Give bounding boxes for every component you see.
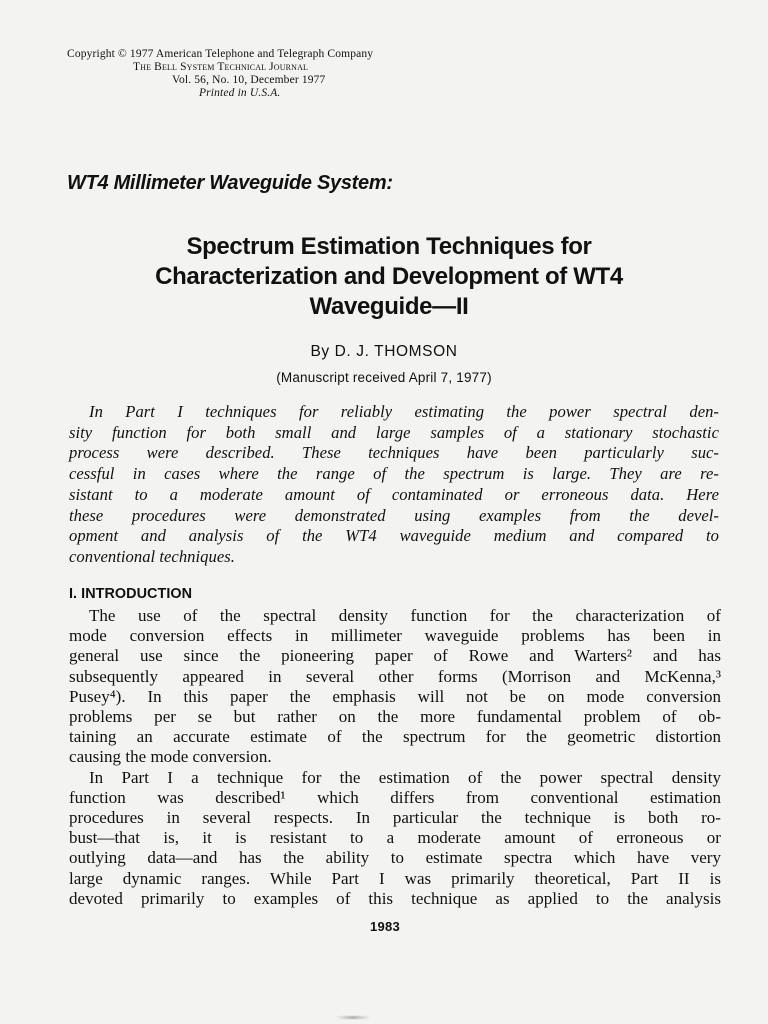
volume-line: Vol. 56, No. 10, December 1977 — [172, 74, 326, 86]
abstract-line: sity function for both small and large samples of a stationary stochastic — [69, 422, 719, 442]
body-line: problems per se but rather on the more fundamental problem of ob- — [69, 707, 721, 727]
body-line: In Part I a technique for the estimation of the power spectral density — [89, 767, 721, 787]
body-line: bust—that is, it is resistant to a moderate amount of erroneous or — [69, 828, 721, 848]
abstract-line: sistant to a moderate amount of contaminated or erroneous data. Here — [69, 484, 719, 504]
paper-title-line: Spectrum Estimation Techniques for — [186, 233, 592, 260]
abstract-line: these procedures were demonstrated using examples from the devel- — [69, 505, 719, 525]
author-byline: By D. J. THOMSON — [310, 343, 458, 360]
body-line: subsequently appeared in several other forms (Morrison and McKenna,³ — [69, 666, 721, 686]
abstract-line: process were described. These techniques have been particularly suc- — [69, 443, 719, 463]
introduction-body — [69, 606, 721, 909]
body-line: devoted primarily to examples of this technique as applied to the analysis — [69, 888, 721, 908]
paper-title — [70, 232, 708, 322]
abstract-line: cessful in cases where the range of the spectrum is large. They are re- — [69, 464, 719, 484]
body-line: procedures in several respects. In particular the technique is both ro- — [69, 808, 721, 828]
paper-title-line: Characterization and Development of WT4 — [155, 263, 623, 290]
section-heading: I. INTRODUCTION — [69, 586, 193, 602]
body-line: Pusey⁴). In this paper the emphasis will not be on mode conversion — [69, 686, 721, 706]
manuscript-received-date: (Manuscript received April 7, 1977) — [276, 370, 492, 385]
body-line: mode conversion effects in millimeter waveguide problems has been in — [69, 626, 721, 646]
abstract-line: conventional techniques. — [69, 546, 235, 566]
body-line: large dynamic ranges. While Part I was primarily theoretical, Part II is — [69, 868, 721, 888]
body-line: The use of the spectral density function for the characterization of — [89, 606, 721, 625]
printed-line: Printed in U.S.A. — [199, 87, 281, 99]
body-line: outlying data—and has the ability to estimate spectra which have very — [69, 848, 721, 868]
abstract-line: opment and analysis of the WT4 waveguide medium and compared to — [69, 526, 719, 546]
abstract — [69, 402, 719, 568]
body-line: general use since the pioneering paper of Rowe and Warters² and has — [69, 646, 721, 666]
copyright-line: Copyright © 1977 American Telephone and Telegraph Company — [67, 48, 374, 60]
copyright-block — [67, 48, 487, 100]
page-number: 1983 — [369, 919, 401, 934]
body-line: taining an accurate estimate of the spectrum for the geometric distortion — [69, 727, 721, 747]
paper-title-line: Waveguide—II — [309, 293, 469, 320]
body-line: function was described¹ which differs from conventional estimation — [69, 787, 721, 807]
abstract-line: In Part I techniques for reliably estimating the power spectral den- — [89, 402, 719, 421]
scan-artifact — [336, 1016, 370, 1019]
journal-line: The Bell System Technical Journal — [133, 61, 309, 73]
body-line: causing the mode conversion. — [69, 747, 272, 767]
series-title: WT4 Millimeter Waveguide System: — [67, 172, 393, 194]
